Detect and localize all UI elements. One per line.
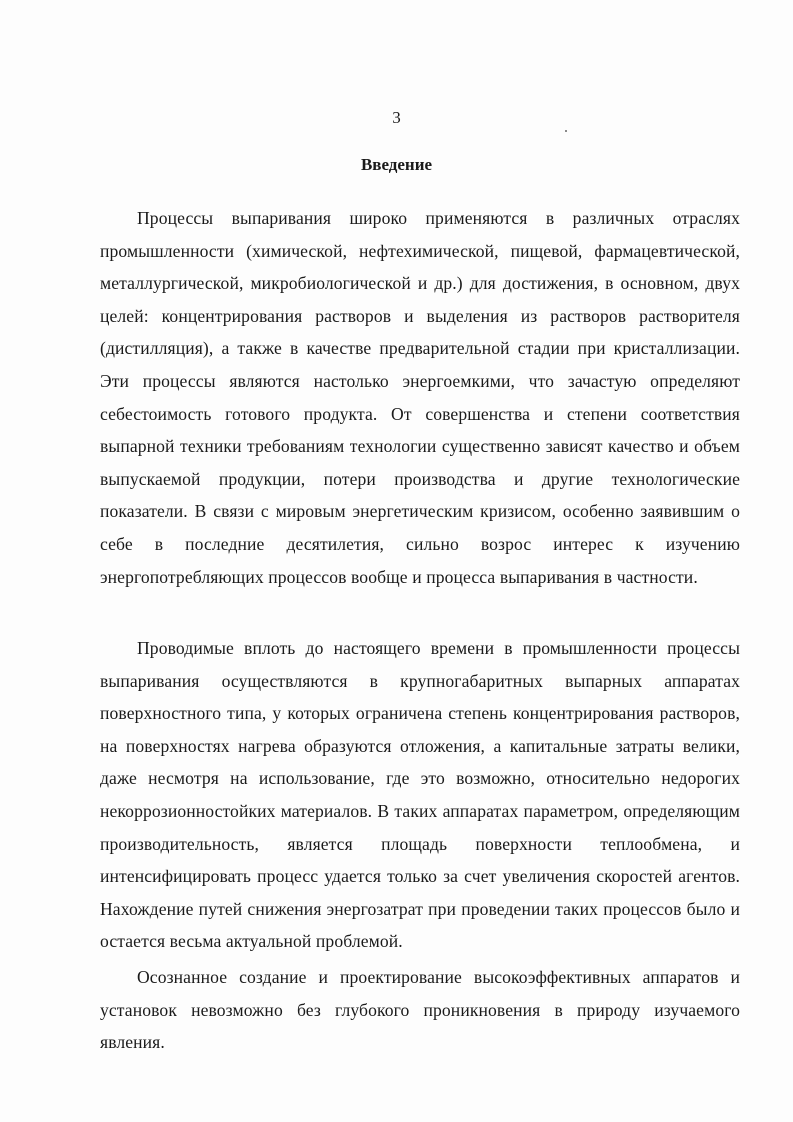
scan-speck	[565, 130, 567, 132]
paragraph-2: Проводимые вплоть до настоящего времени в промышленности процессы выпаривания осуществляются в крупногабаритных выпарных аппаратах поверхностного типа, у которых ограничена степень концентрирования растворов, на поверхностях нагрева образуются отложения, а капитальные затраты велики, даже несмотря на использование, где это возможно, относительно недорогих некоррозионностойких материалов. В таких аппаратах параметром, определяющим производительность, является площадь поверхности теплообмена, и интенсифицировать процесс удается только за счет увеличения скоростей агентов. Нахождение путей снижения энергозатрат при проведении таких процессов было и остается весьма актуальной проблемой.	[100, 638, 740, 952]
paragraph-1: Процессы выпаривания широко применяются в различных отраслях промышленности (химической, нефтехимической, пищевой, фармацевтической, металлургической, микробиологической и др.) для достижения, в основном, двух целей: концентрирования растворов и выделения из растворов растворителя (дистилляция), а также в качестве предварительной стадии при кристаллизации. Эти процессы являются настолько энергоемкими, что зачастую определяют себестоимость готового продукта. От совершенства и степени соответствия выпарной техники требованиям технологии существенно зависят качество и объем выпускаемой продукции, потери производства и другие технологические показатели. В связи с мировым энергетическим кризисом, особенно заявившим о себе в последние десятилетия, сильно возрос интерес к изучению энергопотребляющих процессов вообще и процесса выпаривания в частности.	[100, 208, 740, 587]
page-number: 3	[392, 108, 401, 127]
section-heading: Введение	[360, 155, 433, 174]
paragraph-3: Осознанное создание и проектирование высокоэффективных аппаратов и установок невозможно без глубокого проникновения в природу изучаемого явления.	[100, 967, 740, 1053]
